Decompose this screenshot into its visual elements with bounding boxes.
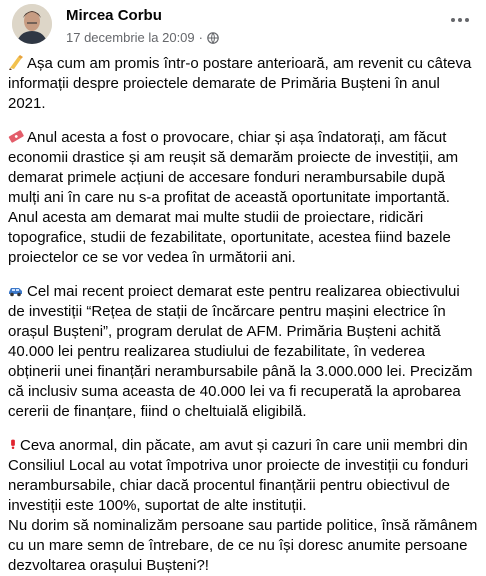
more-options-icon[interactable] [448,10,472,30]
post-paragraph: Așa cum am promis într-o postare anterioară, am revenit cu câteva informații despre proiectele demarate de Primăria Bușteni în anul 2021. [8,55,472,112]
exclamation-emoji-icon [8,436,18,452]
car-emoji-icon [8,282,24,298]
post-timestamp[interactable]: 17 decembrie la 20:09 [66,30,195,45]
author-name[interactable]: Mircea Corbu [66,7,162,24]
post-meta: 17 decembrie la 20:09 · [66,30,219,45]
ticket-emoji-icon [8,128,24,144]
hand-pen-emoji-icon [8,54,24,70]
avatar-portrait-icon [12,4,52,44]
post-paragraph: Cel mai recent proiect demarat este pentru realizarea obiectivului de investiții “Rețea de stații de încărcare pentru mașini electrice în orașul Bușteni”, program derulat de AFM. Primăria Bușteni achită 40.000 lei pentru realizarea studiului de fezabilitate, în vederea obținerii unei finanțări nerambursabile până la 3.000.000 lei. Precizăm că inclusiv suma aceasta de 40.000 lei va fi recuperată la aprobarea cererii de finanțare, fiind o cheltuială eligibilă. [8,283,473,420]
post-paragraph: Ceva anormal, din păcate, am avut și cazuri în care unii membri din Consiliul Local au votat împotriva unor proiecte de investiții cu fonduri nerambursabile, chiar dacă procentul finanțării pentru obiectivul de investiții este 100%, suportat de alte instituții. [8,437,469,514]
post-paragraph: Anul acesta a fost o provocare, chiar și așa îndatorați, am făcut economii drastice și am reușit să demarăm proiecte de investiții, am demarat primele acțiuni de accesare fonduri nerambursabile după mulți ani în care nu s-a profitat de această oportunitate importantă. Anul acesta am demarat mai multe studii de proiectare, ridicări topografice, studii de fezabilitate, oportunitate, acestea fiind bazele proiectelor ce se vor vedea în următorii ani. [8,129,459,266]
post-body [8,54,480,576]
post-header [8,0,480,48]
avatar[interactable] [12,4,52,44]
post-paragraph: Nu dorim să nominalizăm persoane sau partide politice, însă rămânem cu un mare semn de întrebare, de ce nu își doresc anumite persoane dezvoltarea orașului Bușteni?! [8,517,478,574]
globe-icon [207,32,219,44]
